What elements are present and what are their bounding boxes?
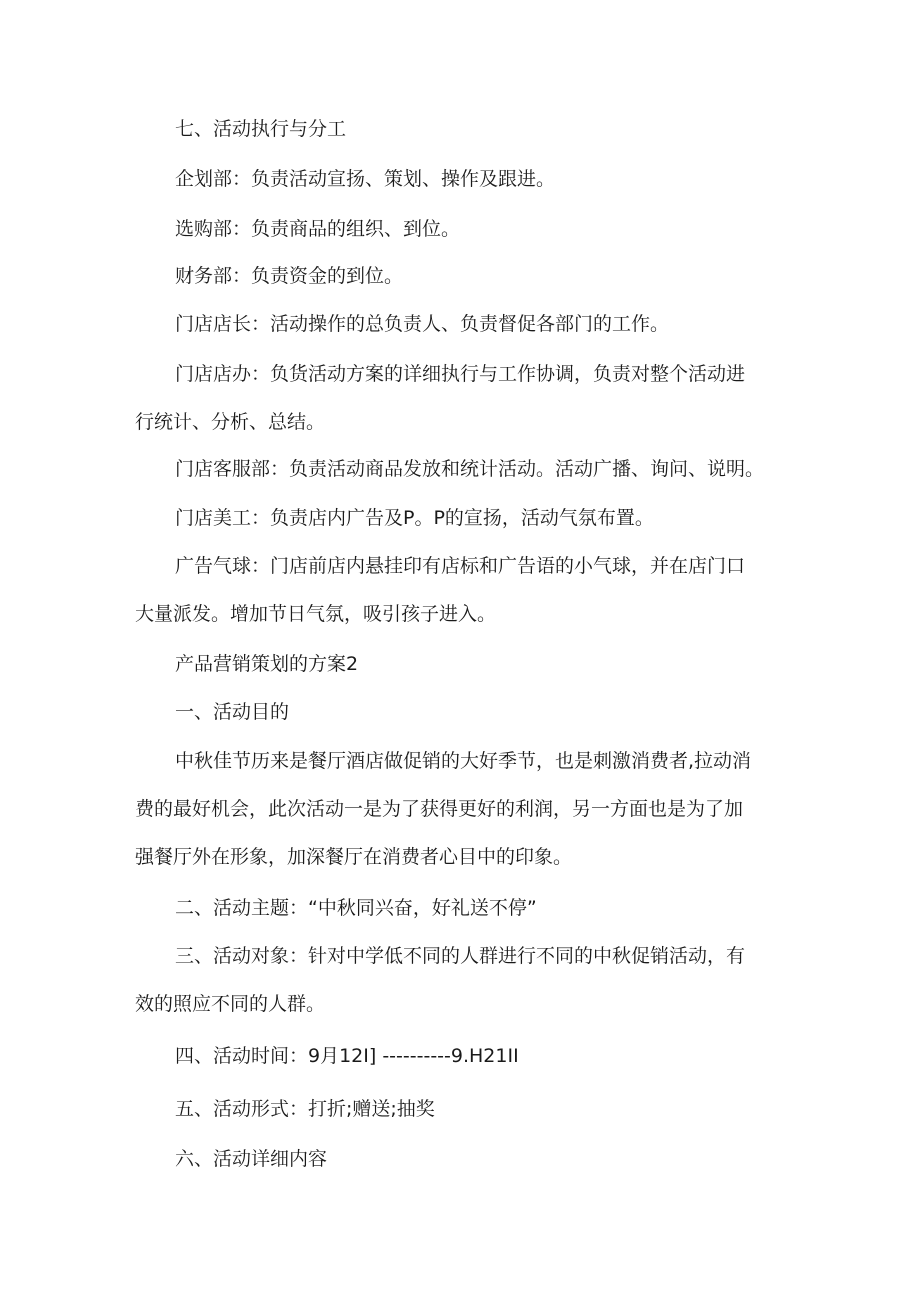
section-heading [0, 1135, 920, 1183]
text-line: 选购部：负责商品的组织、到位。 [175, 218, 461, 240]
section-heading [0, 688, 920, 736]
paragraph [0, 205, 920, 253]
paragraph [0, 494, 920, 542]
text-line: 门店美工：负责店内广告及P。P的宣扬，活动气氛布置。 [175, 507, 654, 529]
section-heading [0, 640, 920, 688]
text-line: 中秋佳节历来是餐厅酒店做促销的大好季节，也是刺激消费者,拉动消 [175, 750, 752, 772]
text-line: 二、活动主题：“中秋同兴奋，好礼送不停” [175, 897, 537, 919]
text-line: 六、活动详细内容 [175, 1148, 328, 1170]
paragraph [0, 350, 920, 446]
paragraph [0, 737, 920, 881]
text-line: 大量派发。增加节日气氛，吸引孩子进入。 [135, 603, 497, 625]
text-line: 三、活动对象：针对中学低不同的人群进行不同的中秋促销活动，有 [175, 945, 746, 967]
text-line: 财务部：负责资金的到位。 [175, 265, 404, 287]
text-line: 四、活动时间：9月12I] ----------9.H21II [175, 1045, 519, 1067]
text-line: 广告气球：门店前店内悬挂印有店标和广告语的小气球，并在店门口 [175, 555, 746, 577]
paragraph [0, 542, 920, 638]
text-line: 效的照应不同的人群。 [135, 993, 326, 1015]
paragraph [0, 1085, 920, 1133]
section-heading [0, 105, 920, 153]
text-line: 门店客服部：负责活动商品发放和统计活动。活动广播、询问、说明。 [175, 458, 765, 480]
text-line: 强餐厅外在形象，加深餐厅在消费者心目中的印象。 [135, 846, 573, 868]
text-line: 产品营销策划的方案2 [175, 653, 359, 675]
paragraph [0, 445, 920, 493]
text-line: 门店店办：负货活动方案的详细执行与工作协调，负责对整个活动进 [175, 363, 746, 385]
paragraph [0, 252, 920, 300]
text-line: 行统计、分析、总结。 [135, 411, 326, 433]
paragraph [0, 884, 920, 932]
text-line: 一、活动目的 [175, 701, 290, 723]
paragraph [0, 155, 920, 203]
text-line: 五、活动形式：打折;赠送;抽奖 [175, 1098, 435, 1120]
text-line: 七、活动执行与分工 [175, 118, 347, 140]
paragraph [0, 932, 920, 1028]
text-line: 费的最好机会，此次活动一是为了获得更好的利润，另一方面也是为了加 [135, 798, 744, 820]
paragraph [0, 1032, 920, 1080]
paragraph [0, 300, 920, 348]
text-line: 企划部：负责活动宣扬、策划、操作及跟进。 [175, 168, 556, 190]
text-line: 门店店长：活动操作的总负责人、负责督促各部门的工作。 [175, 313, 670, 335]
